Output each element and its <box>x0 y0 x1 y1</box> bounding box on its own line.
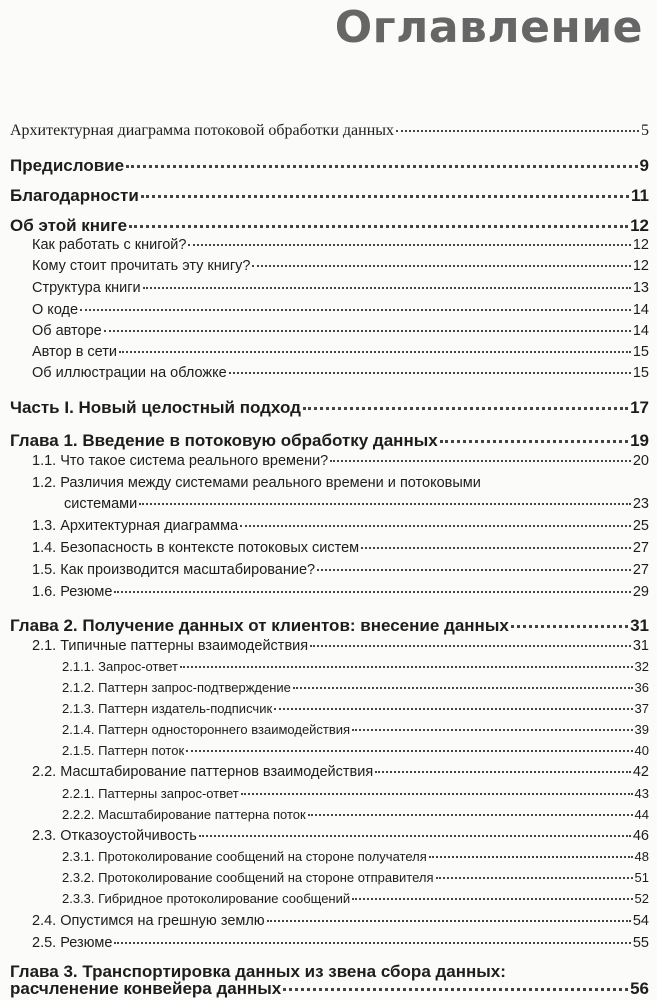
toc-entry-page: 43 <box>634 786 649 801</box>
toc-entry-page: 46 <box>632 828 649 844</box>
toc-entry-title: Как работать с книгой? <box>32 237 187 253</box>
toc-entry[interactable] <box>62 807 649 822</box>
toc-entry-title: Предисловие <box>10 156 125 175</box>
toc-entry[interactable] <box>62 786 649 801</box>
toc-entry[interactable] <box>32 344 649 360</box>
toc-entry-title: Часть I. Новый целостный подход <box>10 398 301 417</box>
toc-entry-title: Глава 2. Получение данных от клиентов: внесение данных <box>10 616 509 635</box>
toc-entry-page: 39 <box>634 722 649 737</box>
toc-entry-title: 2.3. Отказоустойчивость <box>32 828 197 844</box>
toc-entry[interactable] <box>62 701 649 716</box>
toc-entry-title: 2.3.2. Протоколирование сообщений на стороне отправителя <box>62 870 434 885</box>
toc-entry-title: 1.1. Что такое система реального времени? <box>32 453 329 469</box>
toc-entry[interactable] <box>62 659 649 674</box>
toc-entry-title: 2.1. Типичные паттерны взаимодействия <box>32 638 309 654</box>
toc-entry-title: 2.2.2. Масштабирование паттерна поток <box>62 807 306 822</box>
toc-entry-page: 55 <box>632 935 649 951</box>
toc-entry-title: 2.3.3. Гибридное протоколирование сообщений <box>62 891 351 906</box>
toc-entry-page: 51 <box>634 870 649 885</box>
toc-entry-page: 17 <box>630 398 649 417</box>
toc-entry[interactable] <box>10 398 649 418</box>
toc-entry[interactable] <box>32 518 649 534</box>
toc-entry-page: 19 <box>630 431 649 450</box>
page-title: Оглавление <box>334 2 643 53</box>
toc-entry[interactable] <box>10 431 649 451</box>
toc-entry-title: Архитектурная диаграмма потоковой обработки данных <box>10 122 395 139</box>
toc-entry-page: 42 <box>632 764 649 780</box>
toc-entry-title: Об этой книге <box>10 216 128 235</box>
toc-entry-title: 2.2.1. Паттерны запрос-ответ <box>62 786 239 801</box>
toc-entry-title: 1.3. Архитектурная диаграмма <box>32 518 239 534</box>
toc-entry-page: 15 <box>632 344 649 360</box>
toc-entry-title: 2.3.1. Протоколирование сообщений на стороне получателя <box>62 849 427 864</box>
toc-entry-page: 52 <box>634 891 649 906</box>
toc-entry-page: 32 <box>634 659 649 674</box>
toc-entry-page: 31 <box>630 616 649 635</box>
toc-entry-page: 37 <box>634 701 649 716</box>
toc-entry[interactable] <box>10 216 649 236</box>
toc-entry-page: 15 <box>632 365 649 381</box>
toc-entry[interactable] <box>32 562 649 578</box>
toc-entry[interactable] <box>32 280 649 296</box>
toc-entry-page: 12 <box>632 237 649 253</box>
toc-entry[interactable] <box>32 764 649 780</box>
toc-entry-title: 1.4. Безопасность в контексте потоковых систем <box>32 540 360 556</box>
toc-entry-page: 27 <box>632 540 649 556</box>
toc-entry-page: 13 <box>632 280 649 296</box>
toc-entry-title: 2.1.5. Паттерн поток <box>62 743 185 758</box>
toc-entry[interactable] <box>62 891 649 906</box>
toc-entry[interactable] <box>32 323 649 339</box>
toc-entry-title: Структура книги <box>32 280 141 296</box>
toc-entry-page: 27 <box>632 562 649 578</box>
toc-entry-title: О коде <box>32 302 79 318</box>
toc-entry[interactable] <box>64 496 649 512</box>
toc-entry-page: 44 <box>634 807 649 822</box>
toc-entry-title: 1.5. Как производится масштабирование? <box>32 562 316 578</box>
toc-entry-page: 14 <box>632 323 649 339</box>
toc-entry-page: 31 <box>632 638 649 654</box>
toc-entry[interactable] <box>32 935 649 951</box>
toc-entry-title: Об авторе <box>32 323 102 339</box>
toc-entry-page: 20 <box>632 453 649 469</box>
toc-entry-page: 54 <box>632 913 649 929</box>
toc-entry[interactable] <box>32 258 649 274</box>
toc-entry-title-cont: системами <box>64 496 138 512</box>
toc-entry[interactable] <box>32 828 649 844</box>
toc-entry[interactable] <box>62 849 649 864</box>
toc-entry[interactable] <box>10 156 649 176</box>
toc-entry-page: 9 <box>639 156 649 175</box>
toc-entry[interactable] <box>10 616 649 636</box>
toc-entry-page: 48 <box>634 849 649 864</box>
toc-entry[interactable] <box>10 979 649 999</box>
toc-entry-title: Благодарности <box>10 186 139 205</box>
toc-entry-page: 14 <box>632 302 649 318</box>
toc-entry[interactable] <box>32 638 649 654</box>
toc-entry[interactable] <box>32 237 649 253</box>
toc-entry-page: 36 <box>634 680 649 695</box>
toc-entry-title: 2.4. Опустимся на грешную землю <box>32 913 265 929</box>
toc-entry-title: 2.1.1. Запрос-ответ <box>62 659 178 674</box>
toc-entry-title: 2.1.3. Паттерн издатель-подписчик <box>62 701 273 716</box>
toc-entry-title: 2.1.2. Паттерн запрос-подтверждение <box>62 680 291 695</box>
toc-entry[interactable] <box>32 584 649 600</box>
toc-entry-page: 5 <box>641 122 649 139</box>
toc-entry-title: 2.2. Масштабирование паттернов взаимодействия <box>32 764 374 780</box>
toc-entry-page: 40 <box>634 743 649 758</box>
toc-entry[interactable] <box>32 365 649 381</box>
toc-entry-title[interactable]: 1.2. Различия между системами реального времени и потоковыми <box>32 475 481 491</box>
toc-entry[interactable] <box>62 722 649 737</box>
toc-entry-page: 25 <box>632 518 649 534</box>
toc-entry-title: Глава 1. Введение в потоковую обработку данных <box>10 431 438 450</box>
toc-entry[interactable] <box>32 453 649 469</box>
toc-entry-page: 11 <box>631 186 649 205</box>
toc-entry[interactable] <box>32 302 649 318</box>
toc-entry-page: 29 <box>632 584 649 600</box>
toc-entry-title: 2.1.4. Паттерн одностороннего взаимодействия <box>62 722 351 737</box>
toc-entry-title: Об иллюстрации на обложке <box>32 365 227 381</box>
toc-entry[interactable] <box>62 870 649 885</box>
toc-entry-page: 12 <box>632 258 649 274</box>
toc-entry[interactable] <box>10 186 649 206</box>
toc-entry-page: 56 <box>630 979 649 998</box>
toc-entry[interactable] <box>10 122 649 140</box>
toc-entry[interactable] <box>32 913 649 929</box>
toc-entry-page: 12 <box>630 216 649 235</box>
toc-entry-title: 2.5. Резюме <box>32 935 113 951</box>
toc-entry[interactable] <box>32 540 649 556</box>
toc-entry-title: Кому стоит прочитать эту книгу? <box>32 258 251 274</box>
toc-entry[interactable] <box>62 743 649 758</box>
toc-entry-title-cont: расчленение конвейера данных <box>10 979 282 998</box>
toc-entry-page: 23 <box>632 496 649 512</box>
toc-entry-title: Автор в сети <box>32 344 117 360</box>
toc-entry-title: 1.6. Резюме <box>32 584 113 600</box>
toc-entry[interactable] <box>62 680 649 695</box>
toc-entry-title[interactable]: Глава 3. Транспортировка данных из звена сбора данных: <box>10 962 506 981</box>
